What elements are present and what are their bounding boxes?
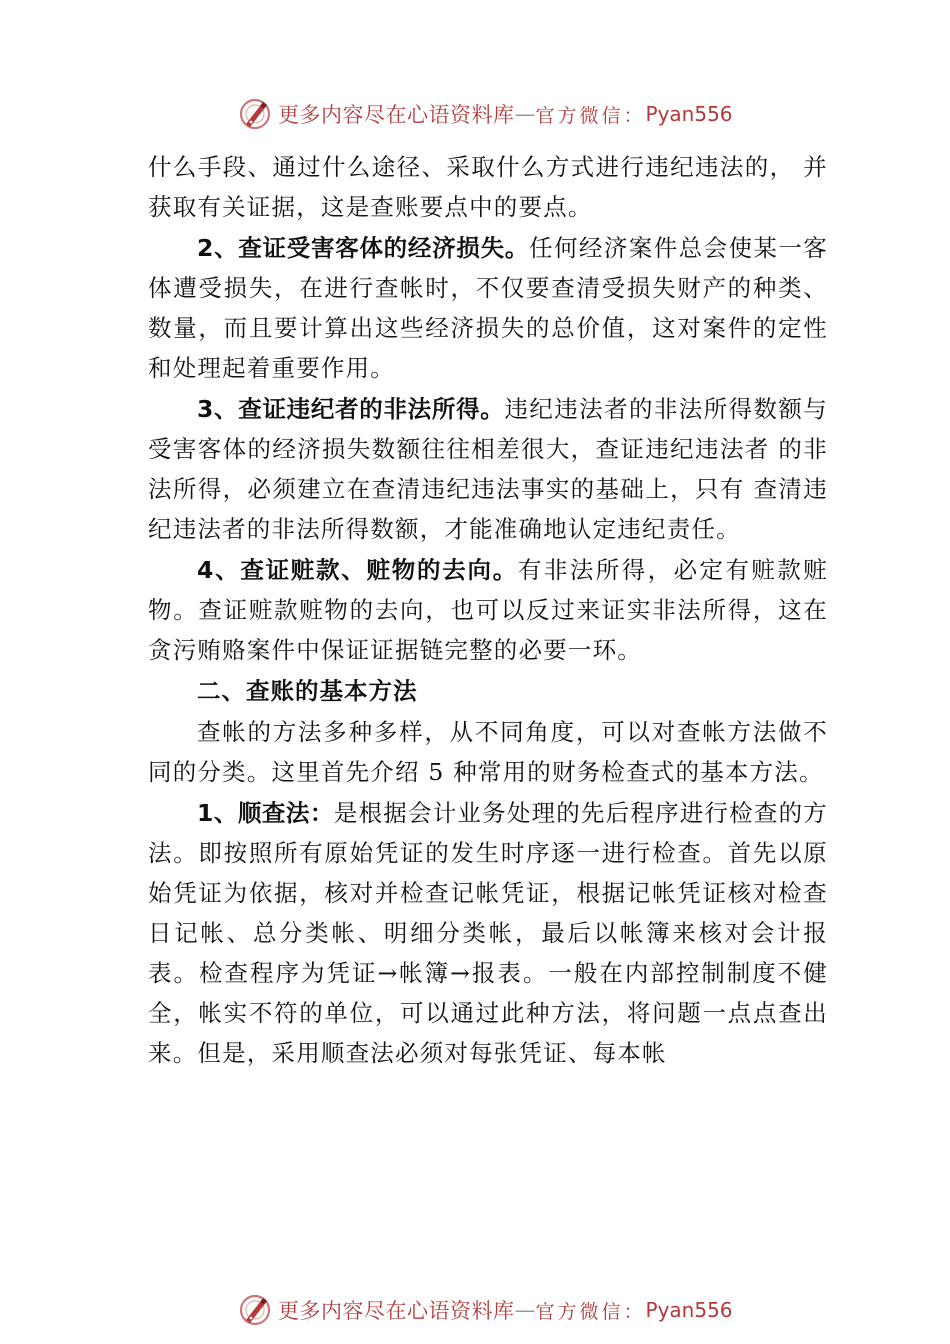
watermark-site-text: 更多内容尽在心语资料库 [278, 103, 515, 127]
paragraph-text: 是根据会计业务处理的先后程序进行检查的方法。即按照所有原始凭证的发生时序逐一进行检查。首先以原始凭证为依据，核对并检查记帐凭证，根据记帐凭证核对检查日记帐、总分类帐、明细分类帐，最后以帐簿来核对会计报表。检查程序为凭证→帐簿→报表。一般在内部控制制度不健全，帐实不符的单位，可以通过此种方法，将问题一点点查出来。但是，采用顺查法必须对每张凭证、每本帐 [148, 799, 828, 1067]
pen-nib-logo-icon [238, 1293, 272, 1327]
section-heading: 二、查账的基本方法 [197, 677, 418, 705]
paragraph-text: 有非法所得，必定有赃款赃物。查证赃款赃物的去向，也可以反过来证实非法所得，这在贪污贿赂案件中保证证据链完整的必要一环。 [148, 556, 828, 664]
watermark-site-text: 更多内容尽在心语资料库 [278, 1299, 515, 1323]
paragraph-lead: 4、查证赃款、赃物的去向。 [197, 556, 518, 584]
paragraph-lead: 2、查证受害客体的经济损失。 [197, 234, 530, 262]
paragraph-point-2 [148, 228, 828, 388]
watermark-label: 官方微信： [535, 104, 646, 127]
header-watermark [238, 94, 758, 134]
paragraph-continuation [148, 147, 828, 227]
watermark-label: 官方微信： [535, 1300, 646, 1323]
watermark-separator: — [514, 1298, 536, 1322]
footer-watermark [238, 1290, 758, 1330]
paragraph-text: 任何经济案件总会使某一客体遭受损失，在进行查帐时，不仅要查清受损失财产的种类、数量，而且要计算出这些经济损失的总价值，这对案件的定性和处理起着重要作用。 [148, 234, 828, 382]
paragraph-text: 查帐的方法多种多样，从不同角度，可以对查帐方法做不同的分类。这里首先介绍 5 种常用的财务检查式的基本方法。 [148, 718, 828, 786]
paragraph-intro [148, 712, 828, 792]
paragraph-point-3 [148, 389, 828, 549]
document-body [148, 147, 828, 1073]
watermark-id: Pyan556 [645, 102, 733, 126]
pen-nib-logo-icon [238, 97, 272, 131]
paragraph-lead: 3、查证违纪者的非法所得。 [197, 395, 505, 423]
paragraph-method-1 [148, 793, 828, 1073]
paragraph-text: 什么手段、通过什么途径、采取什么方式进行违纪违法的， 并获取有关证据，这是查账要点中的要点。 [148, 153, 828, 221]
watermark-id: Pyan556 [645, 1298, 733, 1322]
paragraph-lead: 1、顺查法： [197, 799, 334, 827]
watermark-separator: — [514, 102, 536, 126]
paragraph-text: 违纪违法者的非法所得数额与受害客体的经济损失数额往往相差很大，查证违纪违法者 的非法所得，必须建立在查清违纪违法事实的基础上，只有 查清违纪违法者的非法所得数额，才能准确地认定违纪责任。 [148, 395, 828, 543]
paragraph-point-4 [148, 550, 828, 670]
